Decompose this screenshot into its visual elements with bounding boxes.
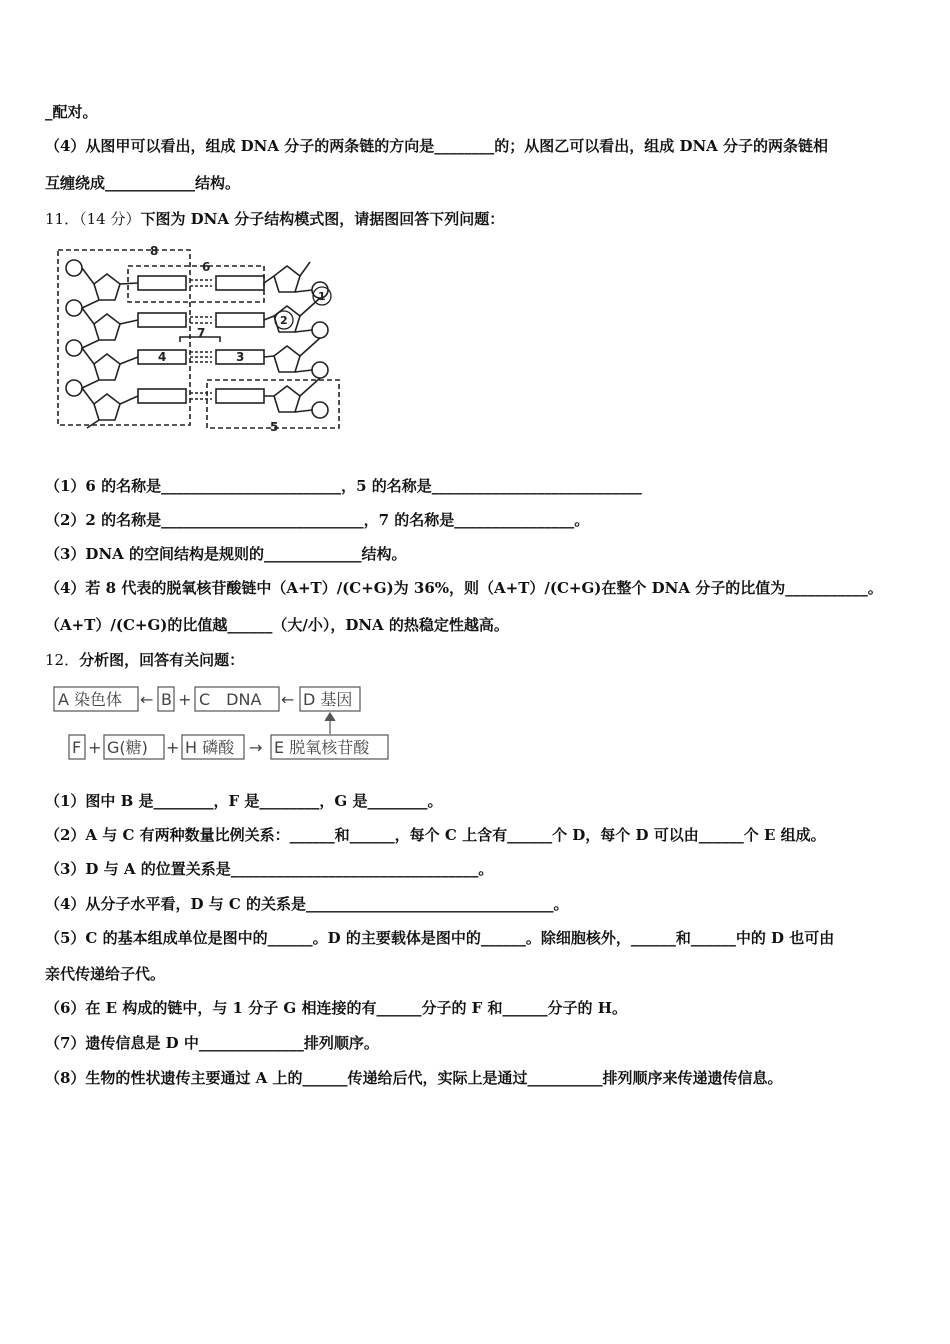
arrow-D-to-C: ←	[281, 690, 295, 709]
label-7: 7	[197, 326, 206, 340]
label-3: 3	[236, 350, 245, 364]
plus-G-H: +	[166, 738, 180, 757]
box-C: C DNA	[199, 690, 262, 709]
box-D: D 基因	[303, 690, 353, 709]
label-4: 4	[158, 350, 167, 364]
box-F: F	[72, 738, 82, 757]
q11-part-4: （4）若 8 代表的脱氧核苷酸链中（A+T）/(C+G)为 36%，则（A+T）/(C+G)在整个 DNA 分子的比值为___________。	[45, 579, 883, 597]
box-E: E 脱氧核苷酸	[274, 738, 370, 757]
box-G: G(糖)	[107, 738, 148, 757]
q12-part-6: （6）在 E 构成的链中，与 1 分子 G 相连接的有______分子的 F 和______分子的 H。	[45, 999, 627, 1017]
text-line-2: （4）从图甲可以看出，组成 DNA 分子的两条链的方向是________的；从图乙可以看出，组成 DNA 分子的两条链相	[45, 137, 829, 155]
label-2: 2	[280, 314, 288, 327]
q11-part-3: （3）DNA 的空间结构是规则的_____________结构。	[45, 545, 407, 563]
q12-part-4: （4）从分子水平看，D 与 C 的关系是_________________________________。	[45, 895, 569, 913]
q12-part-5: （5）C 的基本组成单位是图中的______。D 的主要载体是图中的______。除细胞核外，______和______中的 D 也可由	[45, 929, 835, 947]
q11-part-4-cont: （A+T）/(C+G)的比值越______（大/小），DNA 的热稳定性越高。	[45, 616, 509, 634]
box-A: A 染色体	[58, 690, 123, 709]
label-8: 8	[150, 244, 159, 258]
plus-B-C: +	[178, 690, 192, 709]
plus-F-G: +	[88, 738, 102, 757]
text-line-1: _配对。	[45, 103, 98, 121]
q11-part-1: （1）6 的名称是________________________，5 的名称是____________________________	[45, 477, 642, 495]
q12-part-8: （8）生物的性状遗传主要通过 A 上的______传递给后代，实际上是通过__________排列顺序来传递遗传信息。	[45, 1069, 783, 1087]
box-H: H 磷酸	[185, 738, 235, 757]
arrow-to-E: →	[249, 738, 263, 757]
question-text: 下图为 DNA 分子结构模式图，请据图回答下列问题：	[140, 210, 505, 228]
question-12-header	[45, 650, 244, 670]
dna-structure-diagram	[52, 240, 342, 435]
q12-part-2: （2）A 与 C 有两种数量比例关系：______和______，每个 C 上含有______个 D，每个 D 可以由______个 E 组成。	[45, 826, 826, 844]
q12-part-7: （7）遗传信息是 D 中______________排列顺序。	[45, 1034, 379, 1052]
question-number: 11．（14 分）	[45, 210, 141, 228]
gene-relationship-figure	[52, 684, 397, 770]
dna-structure-figure	[52, 240, 342, 439]
label-5: 5	[270, 420, 279, 434]
box-B: B	[161, 690, 172, 709]
q12-part-3: （3）D 与 A 的位置关系是_________________________________。	[45, 860, 494, 878]
gene-relationship-diagram	[52, 684, 397, 766]
q12-part-5-cont: 亲代传递给子代。	[45, 965, 166, 983]
label-1: 1	[318, 290, 326, 303]
label-6: 6	[202, 260, 211, 274]
arrow-B-to-A: ←	[140, 690, 154, 709]
q11-part-2: （2）2 的名称是___________________________，7 的名称是________________。	[45, 511, 590, 529]
q12-part-1: （1）图中 B 是________，F 是________，G 是________。	[45, 792, 443, 810]
question-number: 12．	[45, 651, 80, 669]
question-text: 分析图，回答有关问题：	[79, 651, 245, 669]
text-line-3: 互缠绕成____________结构。	[45, 174, 241, 192]
question-11-header	[45, 209, 504, 229]
